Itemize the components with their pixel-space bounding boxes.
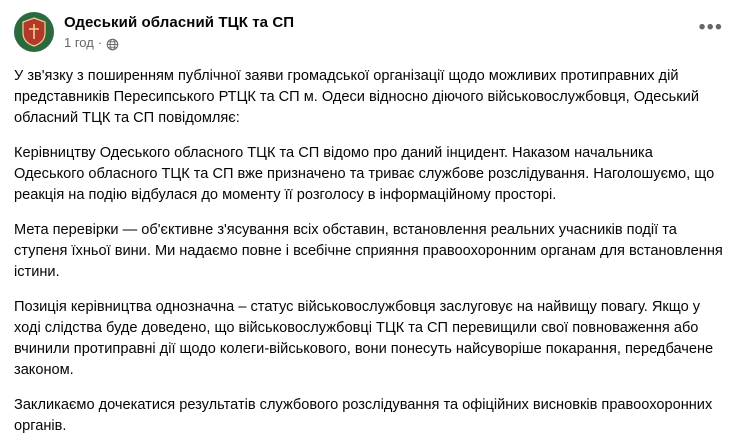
meta-separator: ·: [97, 35, 103, 50]
post-meta: [64, 35, 294, 51]
post-text-body: [0, 52, 740, 437]
post-options-button[interactable]: •••: [698, 17, 724, 38]
military-emblem-icon: [21, 17, 47, 47]
globe-icon[interactable]: [106, 38, 119, 51]
avatar[interactable]: [14, 12, 54, 52]
header-text-block: [64, 12, 294, 51]
post-paragraph: У зв'язку з поширенням публічної заяви громадської організації щодо можливих протиправних дій представників Пересипського РТЦК та СП м. Одеси відносно діючого військовослужбовця, Одеський обласний ТЦК та СП повідомляє:: [14, 68, 699, 126]
post-paragraph: Позиція керівництва однозначна – статус військовослужбовця заслуговує на найвищу повагу. Якщо у ході слідства буде доведено, що військовослужбовці ТЦК та СП перевищили свої повноваження або вчинили протиправні дії щодо колеги-військового, вони понесуть найсуворіше покарання, передбачене законом.: [14, 299, 714, 378]
page-name[interactable]: Одеський обласний ТЦК та СП: [64, 14, 295, 31]
post-header: [0, 0, 740, 52]
post-timestamp[interactable]: 1 год: [64, 35, 94, 50]
post-paragraph: Закликаємо дочекатися результатів службового розслідування та офіційних висновків правоохоронних органів.: [14, 397, 713, 434]
post-paragraph: Керівництву Одеського обласного ТЦК та СП відомо про даний інцидент. Наказом начальника Одеського обласного ТЦК та СП вже призначено та триває службове розслідування. Наголошуємо, що реакція на подію відбулася до моменту її розголосу в інформаційному просторі.: [14, 145, 715, 203]
post-paragraph: Мета перевірки — об'єктивне з'ясування всіх обставин, встановлення реальних учасників події та ступеня їхньої вини. Ми надаємо повне і всебічне сприяння правоохоронним органам для встановлення істини.: [14, 222, 723, 280]
